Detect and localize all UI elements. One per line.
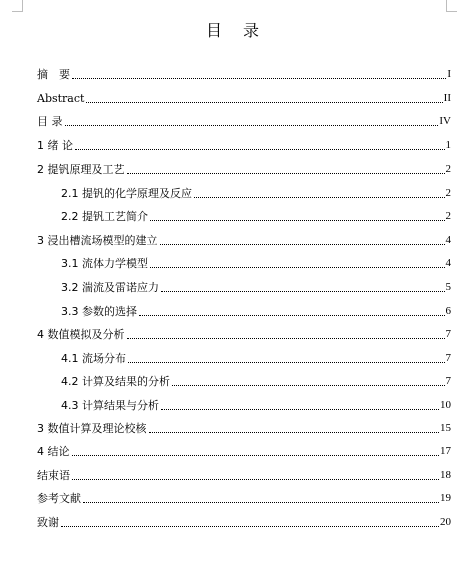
toc-entry[interactable] <box>37 112 451 128</box>
toc-entry-label: 3.2 湍流及雷诺应力 <box>61 281 159 294</box>
toc-leader-dots <box>72 478 439 480</box>
toc-entry-page: 7 <box>445 352 451 364</box>
toc-entry[interactable] <box>61 278 451 294</box>
toc-entry-label: 致谢 <box>37 516 59 529</box>
toc-entry[interactable] <box>37 89 451 105</box>
page-title: 目 录 <box>205 21 268 40</box>
crop-mark-right-horizontal <box>446 11 457 12</box>
toc-entry[interactable] <box>37 136 451 152</box>
toc-entry-label: 4.1 流场分布 <box>61 352 126 365</box>
toc-entry[interactable] <box>37 513 451 529</box>
toc-leader-dots <box>128 361 445 363</box>
toc-entry[interactable] <box>37 442 451 458</box>
toc-leader-dots <box>149 431 440 433</box>
toc-leader-dots <box>127 337 445 339</box>
toc-leader-dots <box>65 124 439 126</box>
toc-entry-label: 4 结论 <box>37 445 70 458</box>
toc-entry-label: Abstract <box>37 92 85 105</box>
toc-entry[interactable] <box>61 254 451 270</box>
toc-entry[interactable] <box>61 396 451 412</box>
toc-leader-dots <box>86 101 442 103</box>
toc-entry-label: 4.3 计算结果与分析 <box>61 399 159 412</box>
toc-leader-dots <box>161 290 445 292</box>
toc-entry-label: 结束语 <box>37 469 70 482</box>
toc-entry-label: 3.3 参数的选择 <box>61 305 137 318</box>
toc-entry-label: 1 绪 论 <box>37 139 73 152</box>
toc-entry-label: 目 录 <box>37 115 63 128</box>
toc-entry-page: 1 <box>445 139 451 151</box>
toc-entry-label: 4 数值模拟及分析 <box>37 328 125 341</box>
toc-leader-dots <box>72 77 446 79</box>
toc-entry[interactable] <box>61 184 451 200</box>
toc-entry-page: 19 <box>440 492 451 504</box>
toc-entry-page: 4 <box>445 234 451 246</box>
toc-leader-dots <box>83 501 439 503</box>
toc-entry-label: 参考文献 <box>37 492 81 505</box>
toc-entry-page: 17 <box>440 445 451 457</box>
toc-leader-dots <box>150 219 445 221</box>
toc-leader-dots <box>161 408 439 410</box>
toc-leader-dots <box>150 266 445 268</box>
toc-entry[interactable] <box>37 466 451 482</box>
toc-entry-page: II <box>443 92 451 104</box>
toc-entry-label: 3 数值计算及理论校核 <box>37 422 147 435</box>
toc-entry-page: 2 <box>445 163 451 175</box>
toc-entry-label: 4.2 计算及结果的分析 <box>61 375 170 388</box>
toc-entry-page: 7 <box>445 375 451 387</box>
toc-leader-dots <box>194 196 445 198</box>
toc-entry-page: 2 <box>445 210 451 222</box>
crop-mark-left-horizontal <box>12 11 23 12</box>
toc-entry-label: 2.2 提钒工艺简介 <box>61 210 148 223</box>
toc-entry-page: 10 <box>440 399 451 411</box>
toc-entry-page: 7 <box>445 328 451 340</box>
toc-entry-page: I <box>447 68 451 80</box>
toc-entry[interactable] <box>61 372 451 388</box>
toc-entry-page: 6 <box>445 305 451 317</box>
toc-entry[interactable] <box>61 207 451 223</box>
toc-leader-dots <box>172 384 445 386</box>
toc-leader-dots <box>72 454 440 456</box>
toc-entry-label: 2 提钒原理及工艺 <box>37 163 125 176</box>
toc-leader-dots <box>127 172 445 174</box>
toc-entry[interactable] <box>37 325 451 341</box>
toc-entry[interactable] <box>61 349 451 365</box>
toc-entry[interactable] <box>37 160 451 176</box>
toc-entry-page: 15 <box>440 422 451 434</box>
toc-entry-label: 3 浸出槽流场模型的建立 <box>37 234 158 247</box>
toc-entry-page: IV <box>439 115 451 127</box>
toc-entry[interactable] <box>37 419 451 435</box>
toc-leader-dots <box>160 243 445 245</box>
toc-entry-page: 4 <box>445 257 451 269</box>
toc-entry-page: 2 <box>445 187 451 199</box>
toc-entry-page: 5 <box>445 281 451 293</box>
toc-entry[interactable] <box>37 65 451 81</box>
toc-leader-dots <box>139 314 445 316</box>
toc-leader-dots <box>75 148 445 150</box>
toc-entry-label: 2.1 提钒的化学原理及反应 <box>61 187 192 200</box>
toc-entry[interactable] <box>37 231 451 247</box>
toc-entry-page: 18 <box>440 469 451 481</box>
toc-entry-label: 摘 要 <box>37 68 70 81</box>
toc-entry-label: 3.1 流体力学模型 <box>61 257 148 270</box>
toc-entry[interactable] <box>37 489 451 505</box>
toc-entry[interactable] <box>61 302 451 318</box>
toc-leader-dots <box>61 525 439 527</box>
toc-entry-page: 20 <box>440 516 451 528</box>
